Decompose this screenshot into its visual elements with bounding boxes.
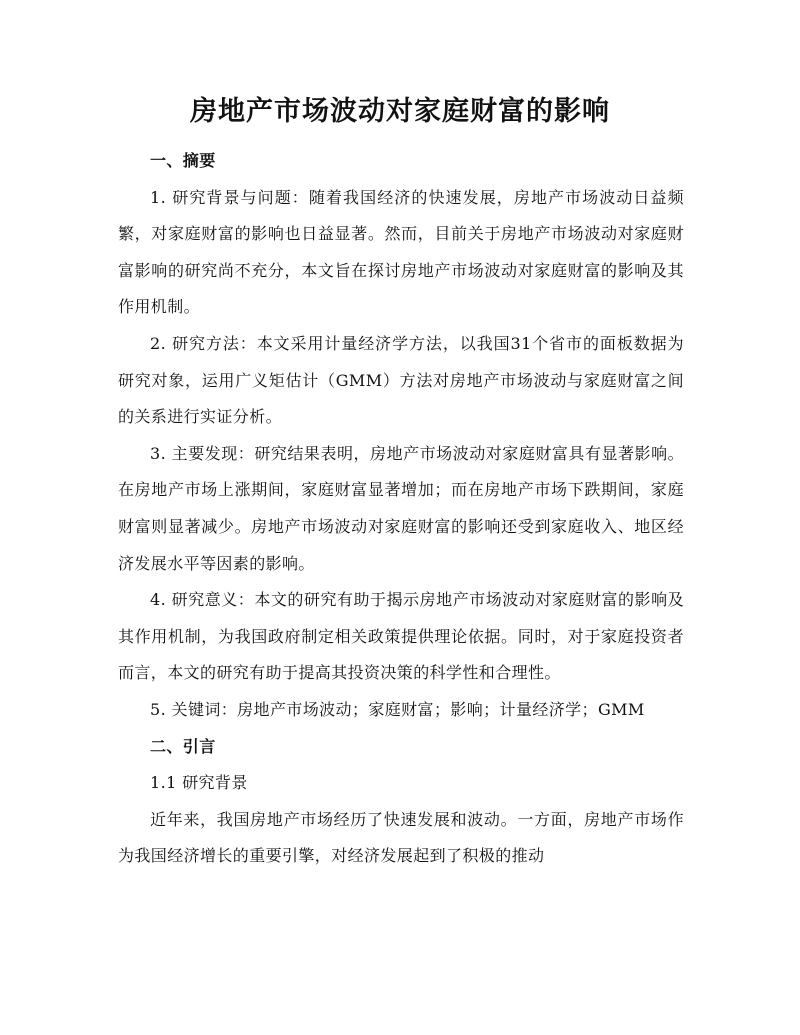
- introduction-paragraph: 近年来，我国房地产市场经历了快速发展和波动。一方面，房地产市场作为我国经济增长的重要引擎，对经济发展起到了积极的推动: [118, 809, 684, 866]
- abstract-paragraph-findings: 3. 主要发现：研究结果表明，房地产市场波动对家庭财富具有显著影响。在房地产市场上涨期间，家庭财富显著增加；而在房地产市场下跌期间，家庭财富则显著减少。房地产市场波动对家庭财富的影响还受到家庭收入、地区经济发展水平等因素的影响。: [118, 443, 684, 573]
- abstract-paragraph-significance: 4. 研究意义：本文的研究有助于揭示房地产市场波动对家庭财富的影响及其作用机制，为我国政府制定相关政策提供理论依据。同时，对于家庭投资者而言，本文的研究有助于提高其投资决策的科学性和合理性。: [118, 590, 684, 683]
- section-heading-abstract: 一、摘要: [150, 151, 216, 170]
- abstract-paragraph-keywords: 5. 关键词：房地产市场波动；家庭财富；影响；计量经济学；GMM: [150, 699, 645, 719]
- document-title: 房地产市场波动对家庭财富的影响: [190, 96, 610, 127]
- abstract-paragraph-background: 1. 研究背景与问题：随着我国经济的快速发展，房地产市场波动日益频繁，对家庭财富的影响也日益显著。然而，目前关于房地产市场波动对家庭财富影响的研究尚不充分，本文旨在探讨房地产市场波动对家庭财富的影响及其作用机制。: [118, 187, 684, 317]
- document-body: [118, 143, 684, 875]
- abstract-paragraph-method: 2. 研究方法：本文采用计量经济学方法，以我国31个省市的面板数据为研究对象，运用广义矩估计（GMM）方法对房地产市场波动与家庭财富之间的关系进行实证分析。: [118, 333, 684, 427]
- section-heading-introduction: 二、引言: [150, 736, 216, 756]
- subsection-heading-background: 1.1 研究背景: [150, 773, 248, 793]
